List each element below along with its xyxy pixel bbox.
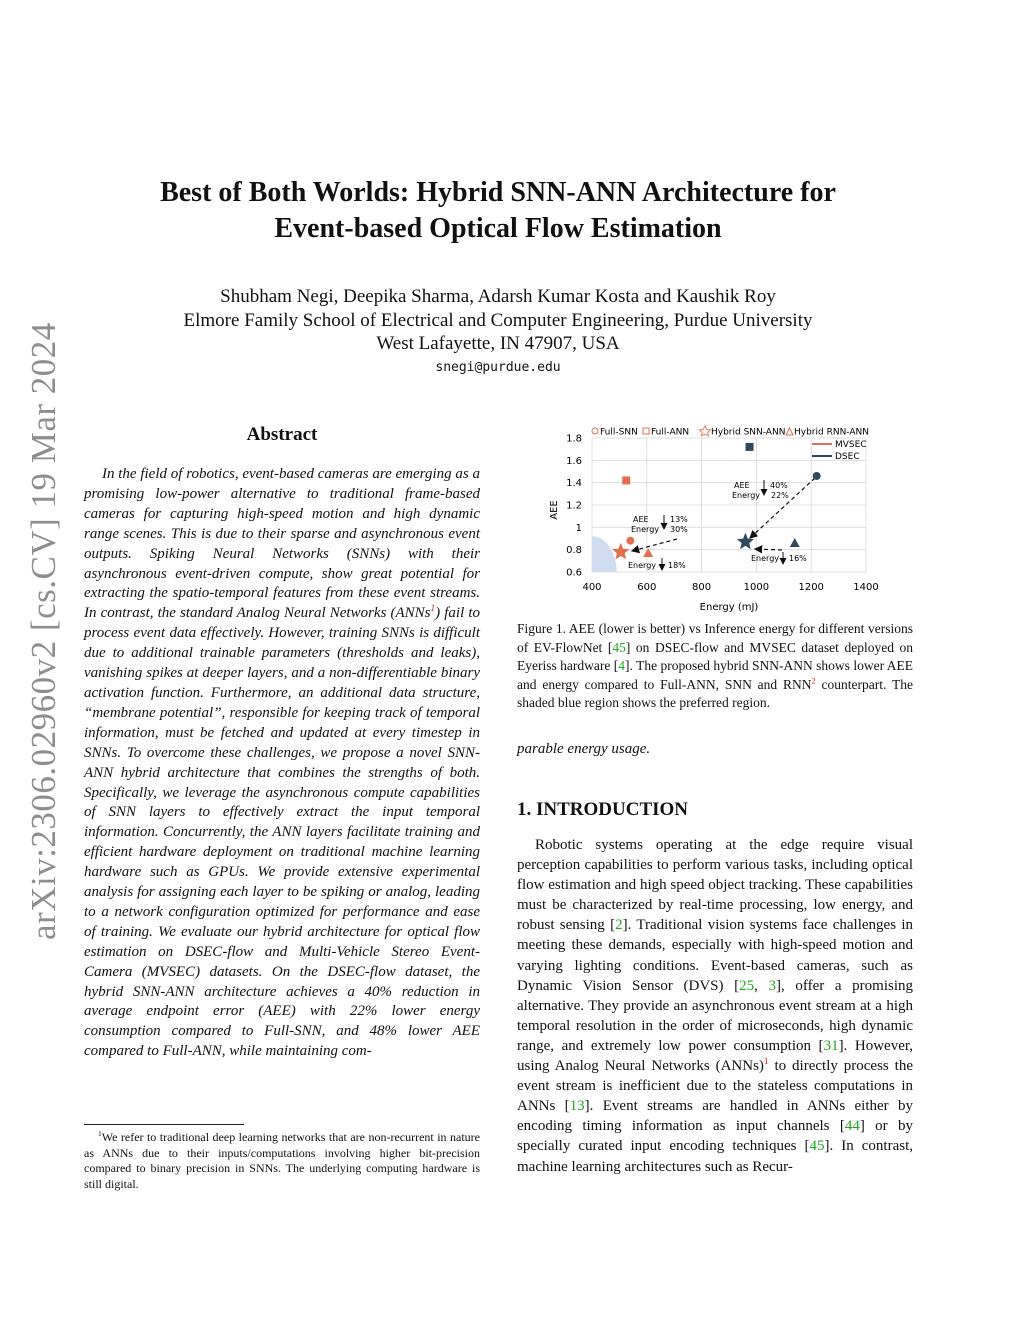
figure-chart bbox=[530, 418, 890, 618]
x-axis-label: Energy (mJ) bbox=[699, 602, 759, 613]
intro-text: ]. In contrast, machine learning architectures such as Recur- bbox=[517, 1138, 913, 1175]
legend-circle-icon bbox=[592, 428, 598, 434]
dataset-legend bbox=[812, 440, 867, 462]
x-tick-label: 1000 bbox=[743, 582, 770, 593]
intro-text: , bbox=[754, 977, 769, 994]
introduction-heading: 1. INTRODUCTION bbox=[517, 799, 689, 820]
dsec-hybrid-snn-ann-point bbox=[737, 533, 754, 549]
intro-text: ] or by specially curated input encoding techniques [ bbox=[517, 1118, 913, 1155]
footnote-rule bbox=[84, 1124, 244, 1125]
x-tick-labels bbox=[582, 582, 878, 593]
location: West Lafayette, IN 47907, USA bbox=[376, 333, 620, 354]
legend-hybrid-snn-ann: Hybrid SNN-ANN bbox=[711, 427, 786, 438]
legend-full-snn: Full-SNN bbox=[600, 427, 638, 438]
y-tick-label: 1 bbox=[575, 522, 582, 534]
caption-ref-45[interactable]: 45 bbox=[612, 639, 626, 655]
legend-dsec: DSEC bbox=[835, 452, 860, 462]
legend-star-icon bbox=[700, 426, 711, 436]
intro-text: ]. However, using Analog Neural Networks (ANNs) bbox=[517, 1037, 913, 1075]
footnote bbox=[84, 1130, 480, 1192]
mvsec-hybrid-snn-ann-point bbox=[612, 543, 629, 559]
abstract-text-2: ) fail to process event data effectively. However, training SNNs is difficult due to additional trainable parameters (thresholds and leaks), vanishing spikes at deeper layers, and a non-differentiable binary activation function. Furthermore, an additional data structure, “membrane potential”, responsible for keeping track of temporal information, must be fetched and updated at every timestep in SNNs. To overcome these challenges, we propose a novel SNN-ANN hybrid architecture that combines the strengths of both. Specifically, we leverage the asynchronous compute capabilities of SNN layers to effectively extract the input temporal information. Concurrently, the ANN layers facilitate training and efficient hardware deployment on traditional machine learning hardware such as GPUs. We provide extensive experimental analysis for assigning each layer to be spiking or analog, leading to a network configuration optimized for performance and ease of training. We evaluate our hybrid architecture for optical flow estimation on DSEC-flow and Multi-Vehicle Stereo Event-Camera (MVSEC) datasets. On the DSEC-flow dataset, the hybrid SNN-ANN architecture achieves a 40% reduction in average endpoint error (AEE) with 22% lower energy consumption compared to Full-SNN, and 48% lower AEE compared to Full-ANN, while maintaining com- bbox=[84, 605, 480, 1060]
y-tick-label: 1.8 bbox=[566, 433, 582, 445]
marker-legend bbox=[592, 426, 869, 438]
title-line-1: Best of Both Worlds: Hybrid SNN-ANN Architecture for bbox=[160, 177, 836, 208]
annot-dsec-energy-pct: 22% bbox=[771, 491, 789, 500]
caption-footnote-ref[interactable]: 2 bbox=[811, 676, 816, 686]
mvsec-full-snn-point bbox=[626, 537, 634, 545]
intro-text: to directly process the event stream is inefficient due to the stateless computations in ANNs [ bbox=[517, 1058, 913, 1115]
chart-grid bbox=[592, 438, 866, 572]
email[interactable]: snegi@purdue.edu bbox=[435, 360, 561, 375]
x-tick-label: 800 bbox=[692, 582, 712, 593]
abstract-text-1: In the field of robotics, event-based cameras are emerging as a promising low-power alternative to traditional frame-based cameras for capturing high-speed motion and high dynamic range scenes. This is due to their sparse and asynchronous event outputs. Spiking Neural Networks (SNNs) with their asynchronous event-driven compute, show great potential for extracting the spatio-temporal features from these event streams. In contrast, the standard Analog Neural Networks (ANNs bbox=[84, 466, 480, 622]
annot-mvsec-aee: AEE bbox=[633, 515, 649, 524]
intro-text: Robotic systems operating at the edge require visual perception capabilities to perform various tasks, including optical flow estimation and high speed object tracking. These capabilities must be characterized by real-time processing, low energy, and robust sensing [ bbox=[517, 837, 913, 934]
y-tick-label: 1.4 bbox=[566, 478, 582, 490]
footnote-ref[interactable]: 1 bbox=[763, 1057, 769, 1068]
footnote-mark: 1 bbox=[98, 1129, 102, 1138]
intro-text: ], offer a promising alternative. They provide an asynchronous event stream at a high temporal resolution in the order of microseconds, high dynamic range, and extremely low power consumption [ bbox=[517, 977, 913, 1054]
abstract-body bbox=[84, 465, 480, 1062]
annot-mvsec-energy-pct: 30% bbox=[670, 525, 688, 534]
legend-hybrid-rnn-ann: Hybrid RNN-ANN bbox=[794, 427, 869, 438]
y-tick-label: 0.6 bbox=[566, 567, 582, 579]
annot-mvsec-energy: Energy bbox=[631, 525, 660, 534]
legend-mvsec: MVSEC bbox=[835, 440, 867, 450]
author-names: Shubham Negi, Deepika Sharma, Adarsh Kumar Kosta and Kaushik Roy bbox=[220, 286, 776, 307]
annot-dsec-energy: Energy bbox=[732, 491, 761, 500]
annot-dsec-rnn-energy: Energy bbox=[751, 554, 780, 563]
annot-dsec-aee: AEE bbox=[734, 481, 750, 490]
y-axis-label: AEE bbox=[549, 500, 560, 520]
annot-mvsec-aee-pct: 13% bbox=[670, 515, 688, 524]
author-block bbox=[100, 285, 896, 356]
citation-link[interactable]: 44 bbox=[844, 1118, 860, 1135]
dsec-hybrid-rnn-ann-point bbox=[790, 538, 800, 547]
annot-dsec-rnn-pct: 16% bbox=[789, 554, 807, 563]
caption-ref-4[interactable]: 4 bbox=[618, 658, 626, 674]
caption-text-c: ]. The proposed hybrid SNN-ANN shows lower AEE and energy compared to Full-ANN, SNN and RNN bbox=[517, 658, 913, 692]
y-tick-labels bbox=[566, 434, 582, 579]
arrow-mvsec-snn-to-hybrid bbox=[632, 539, 677, 551]
citation-link[interactable]: 13 bbox=[569, 1098, 585, 1115]
caption-text-b: ] on DSEC-flow and MVSEC dataset deployed on Eyeriss hardware [ bbox=[517, 639, 914, 674]
introduction-body bbox=[517, 835, 913, 1177]
citation-link[interactable]: 25 bbox=[739, 977, 755, 994]
abstract-heading: Abstract bbox=[246, 424, 318, 445]
y-tick-label: 1.6 bbox=[566, 455, 582, 467]
x-tick-label: 1200 bbox=[798, 582, 824, 593]
x-tick-label: 400 bbox=[582, 582, 602, 593]
preferred-region bbox=[592, 536, 617, 572]
title-line-2: Event-based Optical Flow Estimation bbox=[274, 213, 722, 244]
affiliation: Elmore Family School of Electrical and Computer Engineering, Purdue University bbox=[183, 309, 813, 331]
intro-text: ]. Event streams are handled in ANNs either by encoding timing information as input channels [ bbox=[517, 1098, 913, 1135]
x-tick-label: 1400 bbox=[853, 582, 879, 593]
abstract-continuation: parable energy usage. bbox=[517, 741, 651, 757]
citation-link[interactable]: 2 bbox=[615, 917, 623, 934]
arxiv-stamp: arXiv:2306.02960v2 [cs.CV] 19 Mar 2024 bbox=[24, 322, 63, 940]
caption-text-a: Figure 1. AEE (lower is better) vs Inference energy for different versions of EV-FlowNet [ bbox=[517, 621, 913, 655]
citation-link[interactable]: 3 bbox=[768, 977, 777, 994]
paper-title bbox=[100, 175, 896, 247]
legend-full-ann: Full-ANN bbox=[651, 427, 690, 438]
dsec-full-ann-point bbox=[746, 443, 754, 451]
mvsec-full-ann-point bbox=[622, 476, 630, 484]
dsec-full-snn-point bbox=[813, 472, 821, 480]
legend-triangle-icon bbox=[786, 428, 793, 435]
citation-link[interactable]: 31 bbox=[823, 1037, 839, 1054]
figure-caption bbox=[517, 620, 913, 713]
annot-mvsec-rnn-energy: Energy bbox=[628, 561, 657, 570]
annot-mvsec-rnn-pct: 18% bbox=[668, 561, 686, 570]
footnote-ref[interactable]: 1 bbox=[430, 604, 436, 615]
caption-text-d: counterpart. The shaded blue region shows the preferred region. bbox=[517, 676, 913, 711]
annotations bbox=[628, 480, 807, 570]
citation-link[interactable]: 45 bbox=[809, 1138, 825, 1155]
y-tick-label: 0.8 bbox=[566, 545, 582, 557]
x-tick-label: 600 bbox=[637, 582, 657, 593]
legend-square-icon bbox=[643, 428, 649, 434]
annot-dsec-aee-pct: 40% bbox=[770, 481, 788, 490]
footnote-text: We refer to traditional deep learning networks that are non-recurrent in nature as ANNs due to their inputs/computations involving higher bit-precision compared to binary precision in SNNs. The underlying computing hardware is still digital. bbox=[84, 1130, 480, 1191]
intro-text: ]. Traditional vision systems face challenges in meeting these demands, especially with high-speed motion and varying lighting conditions. Event-based cameras, such as Dynamic Vision Sensor (DVS) [ bbox=[517, 917, 913, 994]
y-tick-label: 1.2 bbox=[566, 500, 582, 512]
